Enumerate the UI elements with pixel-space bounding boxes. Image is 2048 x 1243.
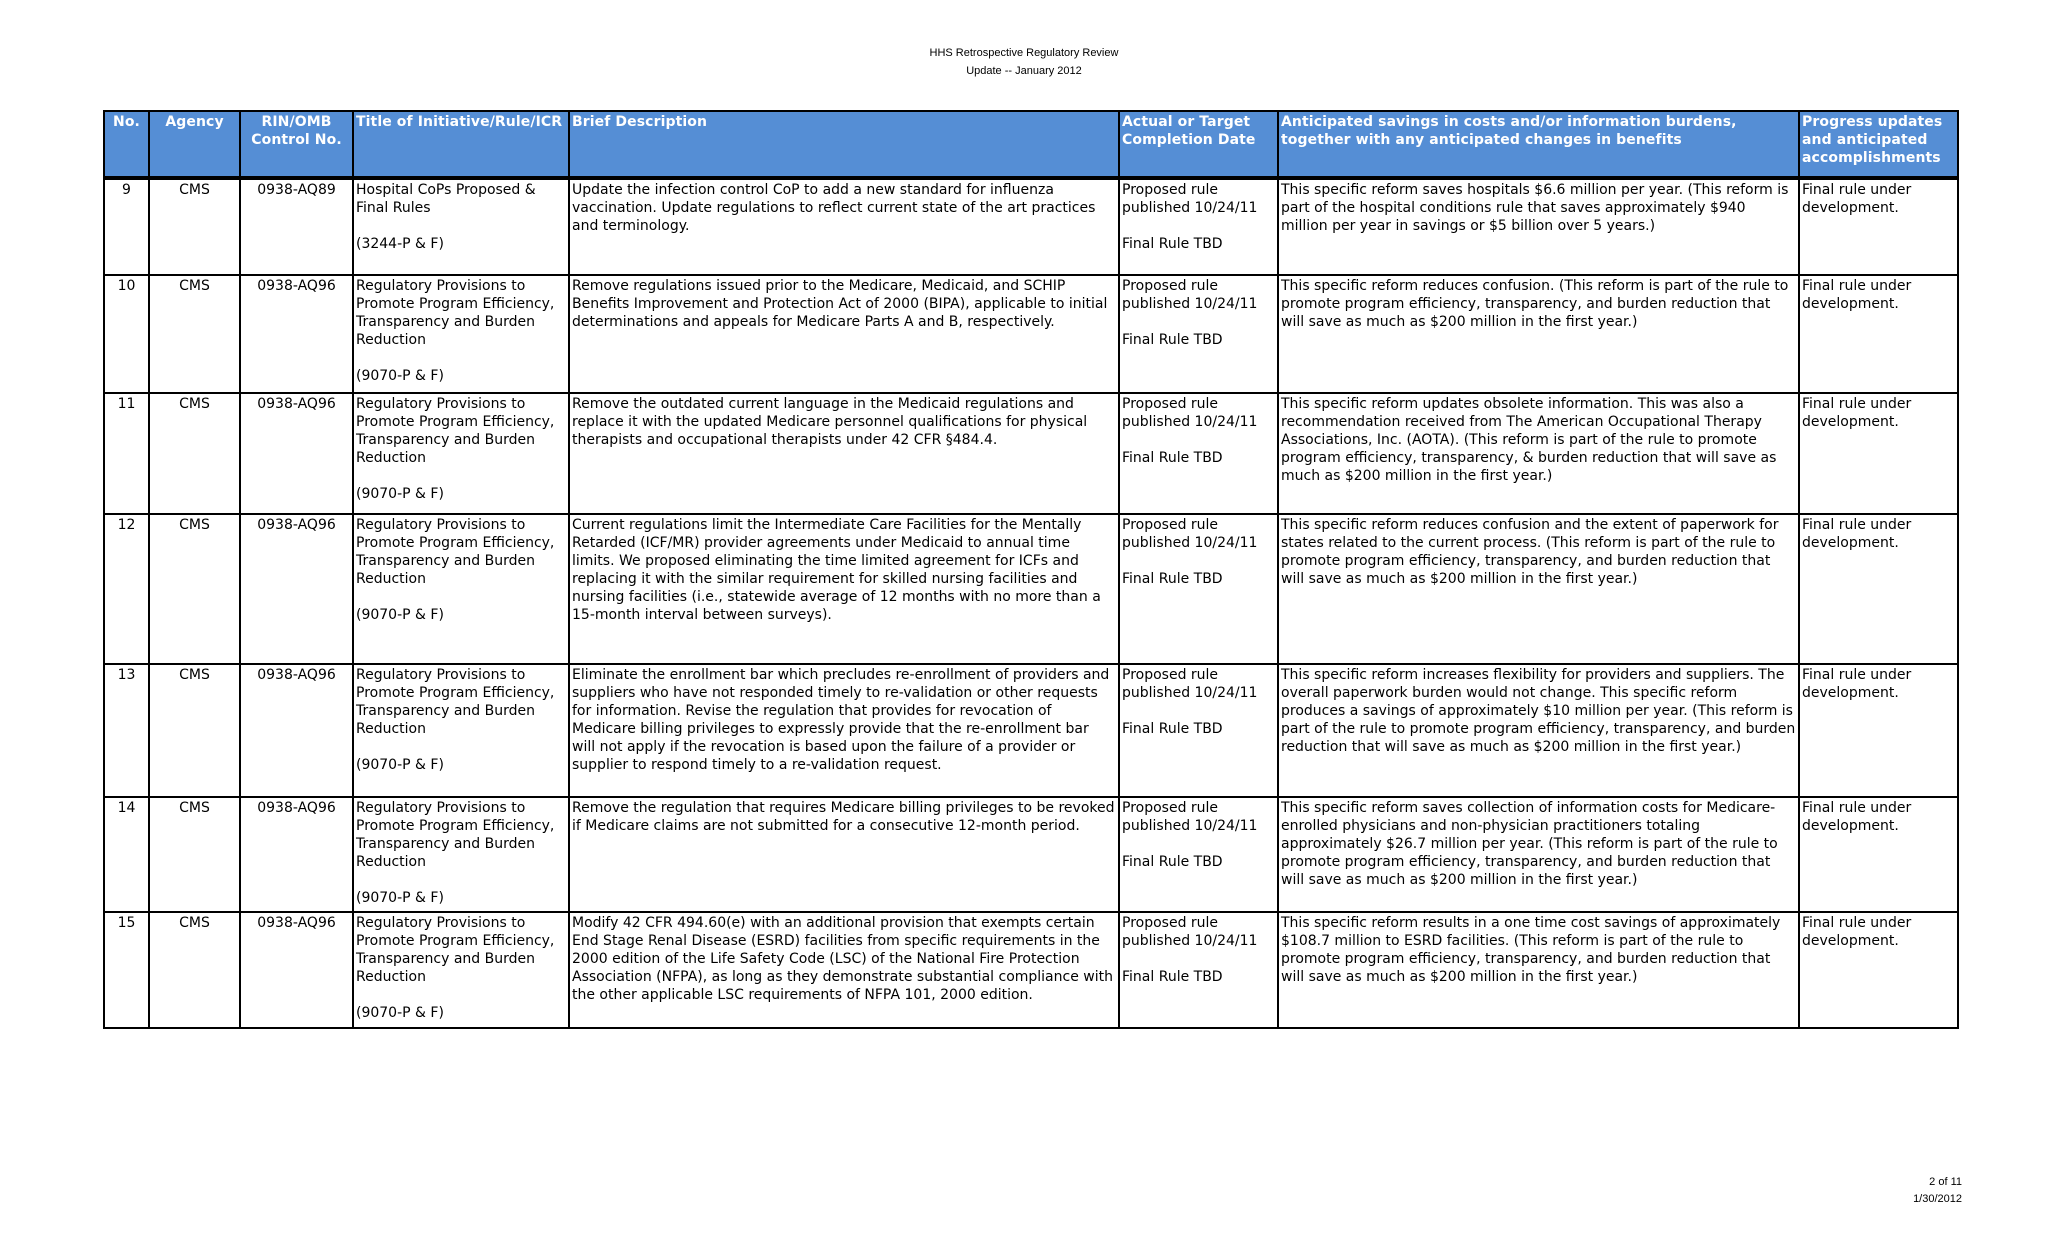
agency-cell: CMS: [149, 664, 240, 797]
table-header-row: [104, 111, 1958, 178]
rin-cell: 0938-AQ96: [240, 797, 353, 912]
savings-cell: This specific reform reduces confusion and the extent of paperwork for states related to the current process. (This reform is part of the rule to promote program efficiency, transparency, and burden reduction that will save as much as $200 million in the first year.): [1278, 514, 1799, 664]
title-cell: [353, 514, 569, 664]
row-number: 12: [104, 514, 149, 664]
proposed-rule-date: Proposed rule published 10/24/11: [1122, 800, 1258, 834]
progress-cell: Final rule under development.: [1799, 797, 1958, 912]
initiative-title: Hospital CoPs Proposed & Final Rules: [356, 182, 536, 216]
rin-cell: 0938-AQ96: [240, 664, 353, 797]
initiative-code: (9070-P & F): [356, 890, 444, 906]
initiative-code: (9070-P & F): [356, 757, 444, 773]
final-rule-status: Final Rule TBD: [1122, 450, 1223, 466]
column-header-progress: Progress updates and anticipated accomplishments: [1799, 111, 1958, 178]
retrospective-review-table: [103, 110, 1959, 1029]
rin-cell: 0938-AQ96: [240, 912, 353, 1028]
print-date: 1/30/2012: [1913, 1193, 1962, 1205]
rin-cell: 0938-AQ89: [240, 178, 353, 275]
final-rule-status: Final Rule TBD: [1122, 969, 1223, 985]
column-header-completion: Actual or Target Completion Date: [1119, 111, 1278, 178]
progress-cell: Final rule under development.: [1799, 912, 1958, 1028]
initiative-title: Regulatory Provisions to Promote Program Efficiency, Transparency and Burden Reduction: [356, 667, 555, 737]
row-number: 10: [104, 275, 149, 393]
agency-cell: CMS: [149, 514, 240, 664]
page-number: 2 of 11: [1929, 1176, 1962, 1188]
description-cell: Remove the regulation that requires Medicare billing privileges to be revoked if Medicare claims are not submitted for a consecutive 12-month period.: [569, 797, 1119, 912]
initiative-code: (9070-P & F): [356, 368, 444, 384]
savings-cell: This specific reform updates obsolete information. This was also a recommendation received from The American Occupational Therapy Associations, Inc. (AOTA). (This reform is part of the rule to promote program efficiency, transparency, & burden reduction that will save as much as $200 million in the first year.): [1278, 393, 1799, 514]
table-row: [104, 178, 1958, 275]
column-header-description: Brief Description: [569, 111, 1119, 178]
completion-cell: [1119, 514, 1278, 664]
agency-cell: CMS: [149, 393, 240, 514]
title-cell: [353, 393, 569, 514]
column-header-no: No.: [104, 111, 149, 178]
description-cell: Remove the outdated current language in the Medicaid regulations and replace it with the updated Medicare personnel qualifications for physical therapists and occupational therapists under 42 CFR §484.4.: [569, 393, 1119, 514]
final-rule-status: Final Rule TBD: [1122, 332, 1223, 348]
agency-cell: CMS: [149, 912, 240, 1028]
row-number: 14: [104, 797, 149, 912]
initiative-title: Regulatory Provisions to Promote Program Efficiency, Transparency and Burden Reduction: [356, 396, 555, 466]
initiative-code: (9070-P & F): [356, 607, 444, 623]
title-cell: [353, 797, 569, 912]
savings-cell: This specific reform saves hospitals $6.6 million per year. (This reform is part of the hospital conditions rule that saves approximately $940 million per year in savings or $5 billion over 5 years.): [1278, 178, 1799, 275]
progress-cell: Final rule under development.: [1799, 178, 1958, 275]
savings-cell: This specific reform saves collection of information costs for Medicare-enrolled physicians and non-physician practitioners totaling approximately $26.7 million per year. (This reform is part of the rule to promote program efficiency, transparency, and burden reduction that will save as much as $200 million in the first year.): [1278, 797, 1799, 912]
proposed-rule-date: Proposed rule published 10/24/11: [1122, 396, 1258, 430]
page-footer: [1913, 1174, 1962, 1208]
agency-cell: CMS: [149, 178, 240, 275]
initiative-title: Regulatory Provisions to Promote Program Efficiency, Transparency and Burden Reduction: [356, 517, 555, 587]
final-rule-status: Final Rule TBD: [1122, 854, 1223, 870]
savings-cell: This specific reform reduces confusion. (This reform is part of the rule to promote program efficiency, transparency, and burden reduction that will save as much as $200 million in the first year.): [1278, 275, 1799, 393]
table-row: [104, 393, 1958, 514]
completion-cell: [1119, 797, 1278, 912]
table-row: [104, 514, 1958, 664]
final-rule-status: Final Rule TBD: [1122, 721, 1223, 737]
agency-cell: CMS: [149, 275, 240, 393]
progress-cell: Final rule under development.: [1799, 393, 1958, 514]
rin-cell: 0938-AQ96: [240, 514, 353, 664]
table-row: [104, 912, 1958, 1028]
description-cell: Remove regulations issued prior to the Medicare, Medicaid, and SCHIP Benefits Improvement and Protection Act of 2000 (BIPA), applicable to initial determinations and appeals for Medicare Parts A and B, respectively.: [569, 275, 1119, 393]
proposed-rule-date: Proposed rule published 10/24/11: [1122, 182, 1258, 216]
final-rule-status: Final Rule TBD: [1122, 236, 1223, 252]
title-cell: [353, 178, 569, 275]
row-number: 15: [104, 912, 149, 1028]
final-rule-status: Final Rule TBD: [1122, 571, 1223, 587]
column-header-title: Title of Initiative/Rule/ICR: [353, 111, 569, 178]
initiative-title: Regulatory Provisions to Promote Program Efficiency, Transparency and Burden Reduction: [356, 915, 555, 985]
savings-cell: This specific reform increases flexibility for providers and suppliers. The overall paperwork burden would not change. This specific reform produces a savings of approximately $10 million per year. (This reform is part of the rule to promote program efficiency, transparency, and burden reduction that will save as much as $200 million in the first year.): [1278, 664, 1799, 797]
progress-cell: Final rule under development.: [1799, 275, 1958, 393]
description-cell: Eliminate the enrollment bar which precludes re-enrollment of providers and suppliers who have not responded timely to re-validation or other requests for information. Revise the regulation that provides for revocation of Medicare billing privileges to expressly provide that the re-enrollment bar will not apply if the revocation is based upon the failure of a provider or supplier to respond timely to a re-validation request.: [569, 664, 1119, 797]
title-cell: [353, 912, 569, 1028]
progress-cell: Final rule under development.: [1799, 514, 1958, 664]
completion-cell: [1119, 178, 1278, 275]
initiative-code: (9070-P & F): [356, 486, 444, 502]
title-cell: [353, 275, 569, 393]
completion-cell: [1119, 912, 1278, 1028]
proposed-rule-date: Proposed rule published 10/24/11: [1122, 667, 1258, 701]
description-cell: Current regulations limit the Intermediate Care Facilities for the Mentally Retarded (ICF/MR) provider agreements under Medicaid to annual time limits. We proposed eliminating the time limited agreement for ICFs and replacing it with the similar requirement for skilled nursing facilities and nursing facilities (i.e., statewide average of 12 months with no more than a 15-month interval between surveys).: [569, 514, 1119, 664]
rin-cell: 0938-AQ96: [240, 393, 353, 514]
initiative-code: (9070-P & F): [356, 1005, 444, 1021]
completion-cell: [1119, 393, 1278, 514]
initiative-title: Regulatory Provisions to Promote Program Efficiency, Transparency and Burden Reduction: [356, 278, 555, 348]
completion-cell: [1119, 664, 1278, 797]
column-header-agency: Agency: [149, 111, 240, 178]
proposed-rule-date: Proposed rule published 10/24/11: [1122, 517, 1258, 551]
proposed-rule-date: Proposed rule published 10/24/11: [1122, 278, 1258, 312]
description-cell: Modify 42 CFR 494.60(e) with an additional provision that exempts certain End Stage Renal Disease (ESRD) facilities from specific requirements in the 2000 edition of the Life Safety Code (LSC) of the National Fire Protection Association (NFPA), as long as they demonstrate substantial compliance with the other applicable LSC requirements of NFPA 101, 2000 edition.: [569, 912, 1119, 1028]
row-number: 11: [104, 393, 149, 514]
progress-cell: Final rule under development.: [1799, 664, 1958, 797]
title-cell: [353, 664, 569, 797]
document-title: HHS Retrospective Regulatory Review: [929, 47, 1119, 59]
rin-cell: 0938-AQ96: [240, 275, 353, 393]
initiative-code: (3244-P & F): [356, 236, 444, 252]
row-number: 13: [104, 664, 149, 797]
column-header-rin: RIN/OMB Control No.: [240, 111, 353, 178]
description-cell: Update the infection control CoP to add a new standard for influenza vaccination. Update regulations to reflect current state of the art practices and terminology.: [569, 178, 1119, 275]
column-header-savings: Anticipated savings in costs and/or information burdens, together with any anticipated changes in benefits: [1278, 111, 1799, 178]
page-header: [0, 44, 2048, 80]
savings-cell: This specific reform results in a one time cost savings of approximately $108.7 million to ESRD facilities. (This reform is part of the rule to promote program efficiency, transparency, and burden reduction that will save as much as $200 million in the first year.): [1278, 912, 1799, 1028]
document-subtitle: Update -- January 2012: [966, 65, 1082, 77]
table-row: [104, 797, 1958, 912]
initiative-title: Regulatory Provisions to Promote Program Efficiency, Transparency and Burden Reduction: [356, 800, 555, 870]
completion-cell: [1119, 275, 1278, 393]
row-number: 9: [104, 178, 149, 275]
table-row: [104, 275, 1958, 393]
agency-cell: CMS: [149, 797, 240, 912]
table-row: [104, 664, 1958, 797]
proposed-rule-date: Proposed rule published 10/24/11: [1122, 915, 1258, 949]
